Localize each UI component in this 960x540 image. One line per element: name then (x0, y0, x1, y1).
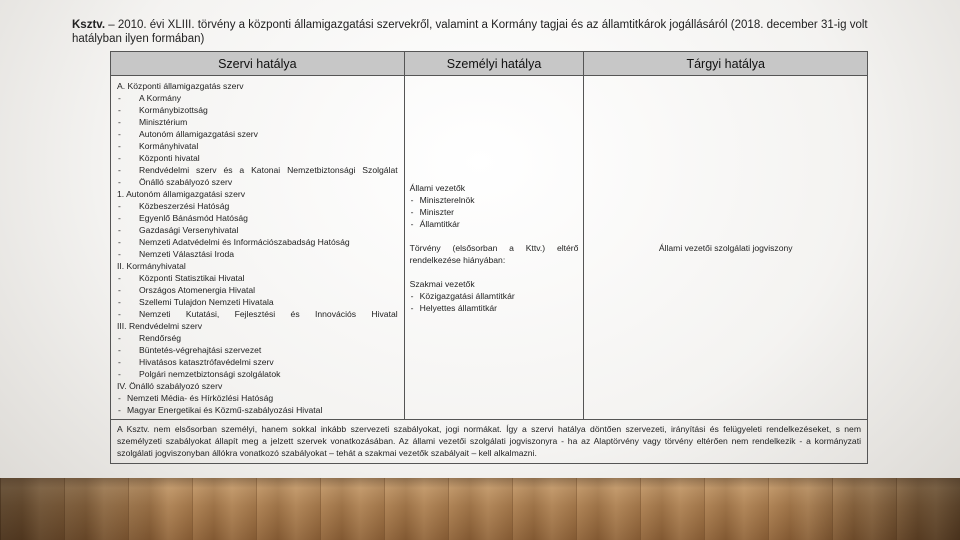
list-item (117, 92, 398, 104)
list-dash: - (118, 405, 121, 415)
section-heading: III. Rendvédelmi szerv (117, 321, 203, 331)
list-dash: - (118, 93, 121, 103)
header-szemelyi: Személyi hatálya (404, 52, 584, 76)
list-item-text: Autonóm államigazgatási szerv (139, 129, 258, 139)
list-item (117, 332, 398, 344)
list-item-text: Minisztérium (139, 117, 188, 127)
list-dash: - (118, 129, 121, 139)
list-item-text: Nemzeti Média- és Hírközlési Hatóság (127, 393, 274, 403)
list-item (117, 308, 398, 320)
list-dash: - (118, 153, 121, 163)
list-dash: - (118, 345, 121, 355)
list-item-text: Szellemi Tulajdon Nemzeti Hivatala (139, 297, 274, 307)
list-item-text: Hivatásos katasztrófavédelmi szerv (139, 357, 274, 367)
list-item (117, 392, 398, 404)
list-item: - Államtitkár (410, 218, 460, 229)
list-dash: - (118, 165, 121, 175)
list-item: - Helyettes államtitkár (410, 302, 498, 313)
list-item (117, 284, 398, 296)
heading-text: – 2010. évi XLIII. törvény a központi államigazgatási szervekről, valamint a Kormány tagjai és az államtitkárok jogállásáról (2018. december 31-ig volt hatályban ilyen formában) (72, 19, 868, 45)
list-item (117, 236, 398, 248)
list-item (117, 224, 398, 236)
allami-vezetok-title: Állami vezetők (409, 182, 466, 193)
list-item-text: Nemzeti Választási Iroda (139, 249, 235, 259)
list-dash: - (118, 105, 121, 115)
list-item (117, 404, 398, 416)
list-item (117, 368, 398, 380)
list-item-text: Rendvédelmi szerv és a Katonai Nemzetbiztonsági Szolgálat (139, 165, 398, 175)
scope-table (110, 51, 868, 464)
list-item (117, 104, 398, 116)
list-item (117, 344, 398, 356)
list-item (117, 176, 398, 188)
list-dash: - (118, 393, 121, 403)
list-item-text: Központi hivatal (139, 153, 200, 163)
wooden-floor-background (0, 478, 960, 540)
list-dash: - (118, 201, 121, 211)
list-item-text: A Kormány (139, 93, 182, 103)
list-dash: - (118, 285, 121, 295)
list-item-text: Büntetés-végrehajtási szervezet (139, 345, 262, 355)
table-body-row (111, 76, 868, 420)
footer-note: A Ksztv. nem elsősorban személyi, hanem sokkal inkább szervezeti szabályokat, jogi normákat. Így a szervi hatálya döntően szervezeti, irányítási és felügyeleti rendelkezéseket, s nem személyzeti szabályokat állapít meg a jelzett szervek vonatkozásában. Az állami vezetői szolgálati jogviszonyra - ha az Alaptörvény vagy törvény eltérően nem rendelkezik - a kormányzati szolgálati jogviszonyban állókra vonatkozó szabályokat – tehát a szakmai vezetők szabályait – kell alkalmazni. (111, 420, 868, 464)
list-dash: - (118, 333, 121, 343)
footer-row (111, 420, 868, 464)
list-item (117, 272, 398, 284)
list-dash: - (118, 117, 121, 127)
list-item-text: Polgári nemzetbiztonsági szolgálatok (139, 369, 281, 379)
list-item-text: Önálló szabályozó szerv (139, 177, 233, 187)
list-item (117, 248, 398, 260)
list-item-text: Kormányhivatal (139, 141, 199, 151)
section-heading: II. Kormányhivatal (117, 261, 186, 271)
szervi-cell (111, 76, 405, 420)
list-item (117, 356, 398, 368)
list-dash: - (118, 177, 121, 187)
list-item-text: Gazdasági Versenyhivatal (139, 225, 239, 235)
szemelyi-cell (404, 76, 584, 420)
list-dash: - (118, 237, 121, 247)
list-item (117, 116, 398, 128)
torveny-note: Törvény (elsősorban a Kttv.) eltérő rendelkezése hiányában: (409, 242, 579, 265)
list-item: - Miniszter (410, 206, 455, 217)
header-szervi: Szervi hatálya (111, 52, 405, 76)
list-dash: - (118, 309, 121, 319)
list-item (117, 212, 398, 224)
list-item-text: Nemzeti Adatvédelmi és Információszabadság Hatóság (139, 237, 350, 247)
heading-abbreviation: Ksztv. (72, 19, 106, 31)
list-item-text: Közbeszerzési Hatóság (139, 201, 230, 211)
section-heading: 1. Autonóm államigazgatási szerv (117, 189, 246, 199)
list-dash: - (118, 141, 121, 151)
list-dash: - (118, 297, 121, 307)
list-item-text: Központi Statisztikai Hivatal (139, 273, 245, 283)
list-item: - Közigazgatási államtitkár (410, 290, 515, 301)
list-item-text: Magyar Energetikai és Közmű-szabályozási Hivatal (127, 405, 323, 415)
list-dash: - (118, 213, 121, 223)
list-item-text: Országos Atomenergia Hivatal (139, 285, 256, 295)
list-dash: - (118, 357, 121, 367)
list-item (117, 200, 398, 212)
table-header-row (111, 52, 868, 76)
list-item (117, 164, 398, 176)
list-item-text: Egyenlő Bánásmód Hatóság (139, 213, 248, 223)
list-item (117, 152, 398, 164)
list-dash: - (118, 225, 121, 235)
list-dash: - (118, 273, 121, 283)
list-item: - Miniszterelnök (410, 194, 475, 205)
targyi-cell: Állami vezetői szolgálati jogviszony (584, 76, 868, 420)
szakmai-vezetok-title: Szakmai vezetők (409, 278, 475, 289)
list-dash: - (118, 369, 121, 379)
list-item (117, 140, 398, 152)
list-item-text: Nemzeti Kutatási, Fejlesztési és Innovációs Hivatal (139, 309, 398, 319)
section-heading: A. Központi államigazgatás szerv (117, 81, 244, 91)
header-targyi: Tárgyi hatálya (584, 52, 868, 76)
section-heading: IV. Önálló szabályozó szerv (117, 381, 223, 391)
list-item (117, 128, 398, 140)
list-item-text: Rendőrség (139, 333, 182, 343)
list-dash: - (118, 249, 121, 259)
slide-heading (72, 18, 902, 46)
list-item (117, 296, 398, 308)
list-item-text: Kormánybizottság (139, 105, 208, 115)
